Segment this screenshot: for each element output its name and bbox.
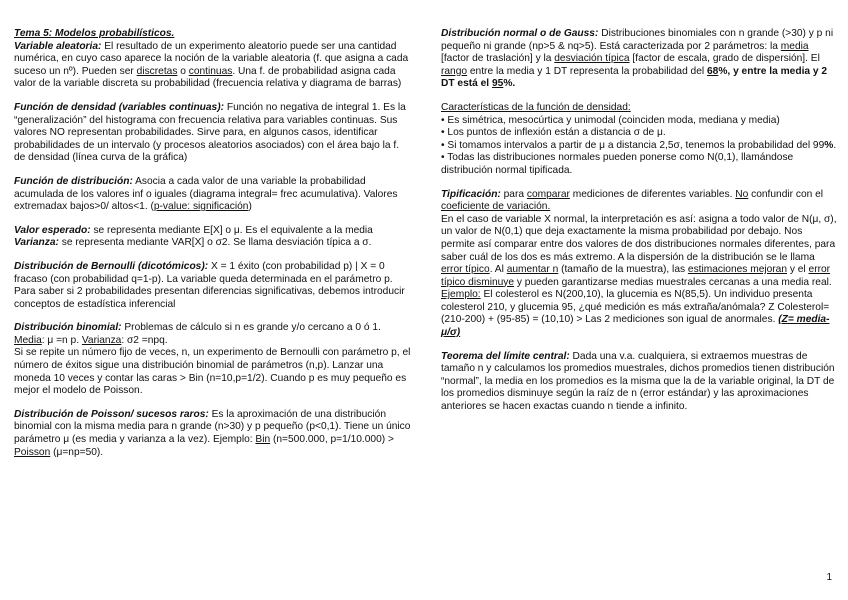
underlined-text: Varianza: [81, 334, 122, 346]
term-varianza: Varianza:: [14, 237, 59, 249]
text: ): [248, 201, 252, 213]
term-normal: Distribución normal o de Gauss:: [441, 28, 599, 39]
text: .: [833, 139, 837, 151]
term-bernoulli: Distribución de Bernoulli (dicotómicos):: [14, 260, 209, 272]
page-number: 1: [826, 572, 832, 583]
term-variable-aleatoria: Variable aleatoria:: [14, 40, 102, 52]
text: . Al: [489, 264, 507, 276]
underlined-text: 95: [491, 78, 504, 90]
term-tipificacion: Tipificación:: [441, 188, 501, 200]
term-binomial: Distribución binomial:: [14, 322, 122, 334]
text: El colesterol es N(200,10), la glucemia es N(85,5). Un individuo presenta colesterol 210, y glucemia 95, ¿qué medición es más extraña/anómala? Z Colesterol= (210-200) + (95-85) = (10,10) > Las 2 mediciones son igual de anormales.: [441, 289, 830, 326]
text: Es la aproximación de una distribución binomial con la misma media para n grande (n>30) y p pequeño (p<0,1). Tiene un único parámetro μ (es media y varianza a la vez). Ejemplo:: [14, 408, 411, 446]
text: %, y entre la media y 2 DT está el: [441, 65, 828, 90]
section-poisson: [14, 409, 411, 459]
right-column: [441, 28, 837, 425]
underlined-text: media: [780, 40, 809, 52]
section-tipificacion: [441, 189, 837, 340]
list-item: • Los puntos de inflexión están a distancia σ de μ.: [441, 127, 666, 139]
text: (n=500.000, p=1/10.000) >: [270, 434, 394, 446]
text: Asocia a cada valor de una variable la probabilidad acumulada de los valores inf o iguales (diagrama integral= frec acumulativa). Valores extremadax bajos>0/ altos<1. (: [14, 175, 398, 213]
list-item: • Si tomamos intervalos a partir de μ a distancia 2,5σ, tenemos la probabilidad del 99: [441, 139, 825, 151]
underlined-text: error típico disminuye: [441, 264, 831, 288]
underlined-text: Ejemplo:: [441, 289, 481, 301]
text: se representa mediante VAR[X] o σ2. Se llama desviación típica a σ.: [58, 237, 372, 249]
text: Dada una v.a. cualquiera, si extraemos muestras de tamaño n y calculamos los promedios muestrales, dichos promedios tienen distribución “normal”, la media en los promedios es la misma que la de la variable original, la DT de los promedios disminuye según la raíz de n (error estándar) y las aproximaciones anteriores se hacen exactas cuando n tiende a infinito.: [441, 350, 835, 413]
list-item: • Todas las distribuciones normales pueden ponerse como N(0,1), llamándose distribución normal tipificada.: [441, 152, 794, 176]
underlined-text: rango: [441, 65, 468, 77]
underlined-text: No: [735, 188, 749, 200]
underlined-text: coeficiente de variación.: [441, 201, 551, 213]
text: (μ=np=50).: [50, 446, 104, 458]
left-column: [14, 28, 411, 470]
text: El resultado de un experimento aleatorio puede ser una cantidad numérica, en cuyo caso aparece la noción de la variable aleatoria (f. que asigna a cada suceso un nº). Pueden ser: [14, 40, 409, 77]
section-binomial: [14, 322, 411, 398]
text: : σ2 =npq.: [121, 334, 168, 346]
section-bernoulli: [14, 261, 411, 311]
text: Problemas de cálculo si n es grande y/o cercano a 0 ó 1.: [121, 322, 381, 334]
text: [factor de traslación] y la: [441, 53, 555, 65]
section-variable-aleatoria: [14, 28, 411, 91]
underlined-text: 68: [707, 65, 719, 77]
text: confundir con el: [748, 188, 824, 200]
text: Si se repite un número fijo de veces, n, un experimento de Bernoulli con parámetro p, el número de éxitos sigue una distribución binomial de parámetros (n,p). Lanzar una moneda 10 veces y contar las caras > Bin (n=10,p=1/2). Cuando p es muy pequeño es mejor el modelo de Poisson.: [14, 347, 411, 397]
text: y el: [787, 264, 809, 276]
underlined-text: estimaciones mejoran: [687, 264, 788, 276]
text: : μ =n p.: [41, 334, 82, 346]
text: [factor de escala, grado de dispersión]. El: [629, 53, 820, 65]
text: . Una f. de probabilidad asigna cada valor de la variable discreta su probabilidad (frecuencia relativa y diagrama de barras): [14, 65, 402, 90]
text: y pueden garantizarse medias muestrales cercanas a una media real.: [514, 276, 832, 288]
underlined-text: Poisson: [14, 446, 51, 458]
text: En el caso de variable X normal, la interpretación es así: asigna a todo valor de N(μ, σ), un valor de N(0,1) que deja exactamente la misma probabilidad por debajo. Nos permite así comparar entre dos valores de dos distribuciones normales diferentes, para saber cuál de los dos es más extremo. A la dispersión de la distribución se le llama: [441, 213, 837, 263]
document-title: Tema 5: Modelos probabilísticos.: [14, 28, 175, 39]
term-teorema-limite-central: Teorema del límite central:: [441, 350, 570, 362]
underlined-text: Bin: [255, 434, 271, 446]
underlined-text: comparar: [526, 188, 570, 200]
underlined-text: discretas: [136, 65, 178, 77]
text: para: [500, 188, 527, 200]
text: Función no negativa de integral 1. Es la “generalización” del histograma con frecuencia relativa para variables continuas. Sus valores NO representan probabilidades. Sirve para, en algunos casos, identificar probabilidades de un intervalo (y procesos aleatorios asociados) con el área bajo la f. de densidad (línea curva de la gráfica): [14, 101, 406, 164]
underlined-text: continuas: [188, 65, 233, 77]
section-funcion-distribucion: [14, 176, 411, 214]
term-poisson: Distribución de Poisson/ sucesos raros:: [14, 408, 209, 420]
section-normal: [441, 28, 837, 91]
underlined-text: desviación típica: [554, 53, 630, 65]
text: X = 1 éxito (con probabilidad p) | X = 0 fracaso (con probabilidad q=1-p). La variable queda determinada en el parámetro p. Para saber si 2 probabilidades presentan diferencias significativas, debemos introducir conceptos de estadística inferencial: [14, 260, 405, 310]
term-funcion-densidad: Función de densidad (variables continuas):: [14, 101, 225, 113]
underlined-text: aumentar n: [506, 264, 559, 276]
text: entre la media y 1 DT representa la probabilidad del: [467, 65, 707, 77]
heading-caracteristicas: Características de la función de densidad:: [441, 101, 631, 113]
text: %.: [503, 78, 516, 90]
section-funcion-densidad: [14, 102, 411, 165]
text: se representa mediante E[X] o μ. Es el equivalente a la media: [90, 224, 373, 236]
term-valor-esperado: Valor esperado:: [14, 224, 91, 236]
text: Distribuciones binomiales con n grande (>30) y p ni pequeño ni grande (np>5 & nq>5). Está caracterizada por 2 parámetros: la: [441, 28, 834, 52]
underlined-text: p-value: significación: [153, 201, 249, 213]
section-caracteristicas: [441, 102, 837, 178]
list-item: • Es simétrica, mesocúrtica y unimodal (coinciden moda, mediana y media): [441, 114, 780, 126]
text: mediciones de diferentes variables.: [569, 188, 736, 200]
text: o: [177, 65, 189, 77]
underlined-text: Media: [14, 334, 42, 346]
formula: (Z= media-μ/σ): [441, 314, 830, 339]
term-funcion-distribucion: Función de distribución:: [14, 175, 133, 187]
section-valor-esperado: [14, 225, 411, 250]
section-teorema-limite-central: [441, 351, 837, 414]
text: (tamaño de la muestra), las: [558, 264, 688, 276]
text: %: [824, 139, 834, 151]
underlined-text: error típico: [441, 264, 490, 276]
